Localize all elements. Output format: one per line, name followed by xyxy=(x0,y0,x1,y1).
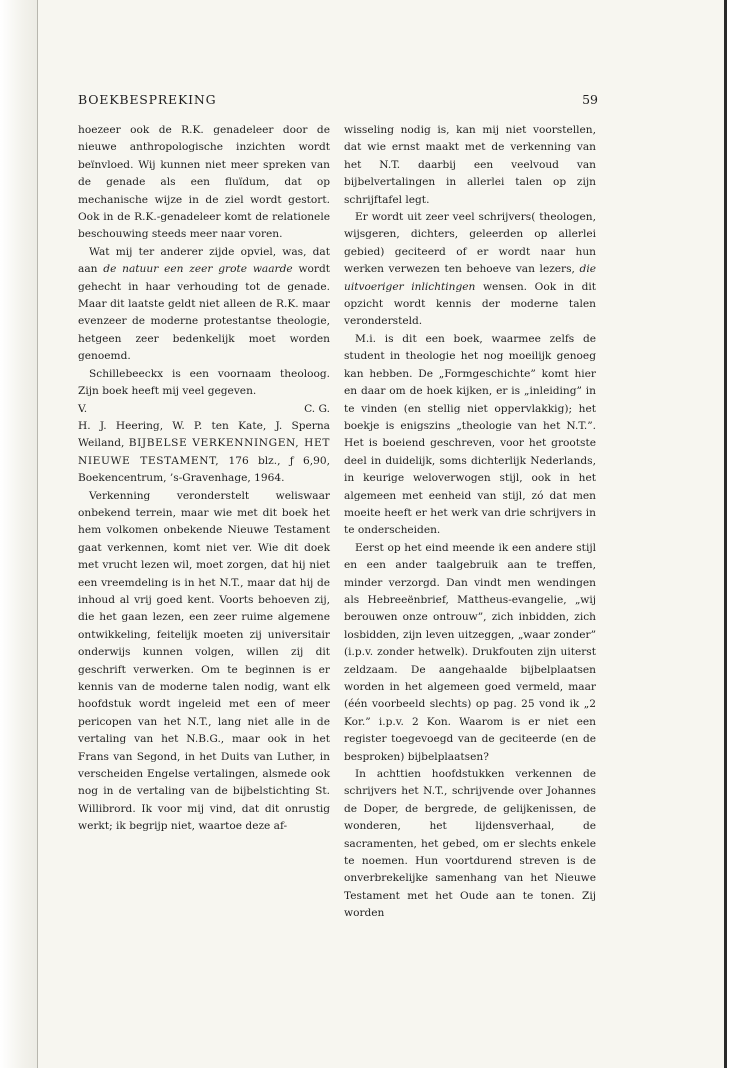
right-paragraph-2 xyxy=(344,209,596,331)
left-paragraph-4: Verkenning veronderstelt weliswaar onbekend terrein, maar wie met dit boek het hem volkomen onbekende Nieuwe Testament gaat verkennen, komt niet ver. Wie dit doek met vrucht lezen wil, moet zorgen, dat hij niet een vreemdeling is in het N.T., maar dat hij de inhoud al vrij goed kent. Voorts behoeven zij, die het gaan lezen, een zeer ruime algemene ontwikkeling, feitelijk moeten zij universitair onderwijs kunnen volgen, willen zij dit geschrift verwerken. Om te beginnen is er kennis van de moderne talen nodig, want elk hoofdstuk wordt ingeleid met een of meer pericopen van het N.T., lang niet alle in de vertaling van het N.B.G., maar ook in het Frans van Segond, in het Duits van Luther, in verscheiden Engelse vertalingen, alsmede ook nog in de vertaling van de bijbelstichting St. Willibrord. Ik voor mij vind, dat dit onrustig werkt; ik begrijp niet, waartoe deze af- xyxy=(78,489,330,833)
left-paragraph-2-text-b: wordt gehecht in haar verhouding tot de genade. Maar dit laatste geldt niet alleen de R.K. maar evenzeer de moderne protestantse theologie, hetgeen zeer bedenkelijk moet worden genoemd. xyxy=(78,263,331,363)
running-head: BOEKBESPREKING xyxy=(78,92,217,107)
left-paragraph-2-text-a: Wat mij ter anderer zijde opviel, was, dat aan xyxy=(78,245,330,276)
signature-initials-right: C. G. xyxy=(304,402,330,415)
left-column xyxy=(78,122,330,836)
right-column xyxy=(344,122,596,923)
review-signature xyxy=(78,401,330,418)
signature-initial-left: V. xyxy=(78,402,88,415)
book-title: BIJBELSE VERKENNINGEN, HET NIEUWE TESTAMENT, xyxy=(78,437,330,467)
right-paragraph-2-emphasis: die uitvoeriger inlichtingen xyxy=(344,263,596,293)
right-paragraph-4: Eerst op het eind meende ik een andere stijl en een ander taalgebruik aan te treffen, minder verzorgd. Dan vindt men wendingen als Hebreeënbrief, Mattheus-evangelie, „wij berouwen onze ontrouw”, zich inbidden, zich losbidden, zijn leven uitzeggen, „waar zonder” (i.p.v. zonder hetwelk). Drukfouten zijn uiterst zeldzaam. De aangehaalde bijbelplaatsen worden in het algemeen goed vermeld, maar (één voorbeeld slechts) op pag. 25 vond ik „2 Kor.” i.p.v. 2 Kon. Waarom is er niet een register toegevoegd van de geciteerde (en de besproken) bijbelplaatsen? xyxy=(344,541,596,763)
book-details: 176 blz., ƒ 6,90, Boekencentrum, ’s-Gravenhage, 1964. xyxy=(78,454,330,485)
left-paragraph-1: hoezeer ook de R.K. genadeleer door de nieuwe anthropologische inzichten wordt beïnvloed. Wij kunnen niet meer spreken van de genade als een fluïdum, dat op mechanische wijze in de ziel wordt gestort. Ook in de R.K.-genadeleer komt de relationele beschouwing steeds meer naar voren. xyxy=(78,124,330,241)
right-paragraph-5: In achttien hoofdstukken verkennen de schrijvers het N.T., schrijvende over Johannes de Doper, de bergrede, de gelijkenissen, de wonderen, het lijdensverhaal, de sacramenten, het gebed, om er slechts enkele te noemen. Hun voortdurend streven is de onverbrekelijke samenhang van het Nieuwe Testament met het Oude aan te tonen. Zij worden xyxy=(344,768,596,920)
left-paragraph-3: Schillebeeckx is een voornaam theoloog. Zijn boek heeft mij veel gegeven. xyxy=(78,367,330,398)
right-paragraph-1: wisseling nodig is, kan mij niet voorstellen, dat wie ernst maakt met de verkenning van het N.T. daarbij een veelvoud van bijbelvertalingen in allerlei talen op zijn schrijftafel legt. xyxy=(344,124,596,206)
left-paragraph-2 xyxy=(78,244,330,366)
right-paragraph-2-text-b: wensen. Ook in dit opzicht wordt kennis der moderne talen verondersteld. xyxy=(344,280,596,328)
page-number: 59 xyxy=(582,92,598,107)
book-reference xyxy=(78,418,330,488)
book-authors: H. J. Heering, W. P. ten Kate, J. Sperna Weiland, xyxy=(78,419,330,450)
left-paragraph-2-emphasis: de natuur een zeer grote waarde xyxy=(103,263,293,276)
scan-margin-right xyxy=(727,0,738,1068)
right-paragraph-2-text-a: Er wordt uit zeer veel schrijvers( theologen, wijsgeren, dichters, geleerden op allerlei gebied) geciteerd of er wordt naar hun werken verwezen ten behoeve van lezers, xyxy=(344,211,596,276)
scan-border-left xyxy=(37,0,38,1068)
right-paragraph-3: M.i. is dit een boek, waarmee zelfs de student in theologie het nog moeilijk genoeg kan hebben. De „Formgeschichte” komt hier en daar om de hoek kijken, er is „inleiding” in te vinden (en stellig niet oppervlakkig); het boekje is enigszins „theologie van het N.T.”. Het is boeiend geschreven, voor het grootste deel in duidelijk, soms dichterlijk Nederlands, in keurige weloverwogen stijl, ook in het algemeen met eenheid van stijl, zó dat men moeite heeft er het werk van drie schrijvers in te onderscheiden. xyxy=(344,332,596,537)
scan-margin-left xyxy=(0,0,38,1068)
